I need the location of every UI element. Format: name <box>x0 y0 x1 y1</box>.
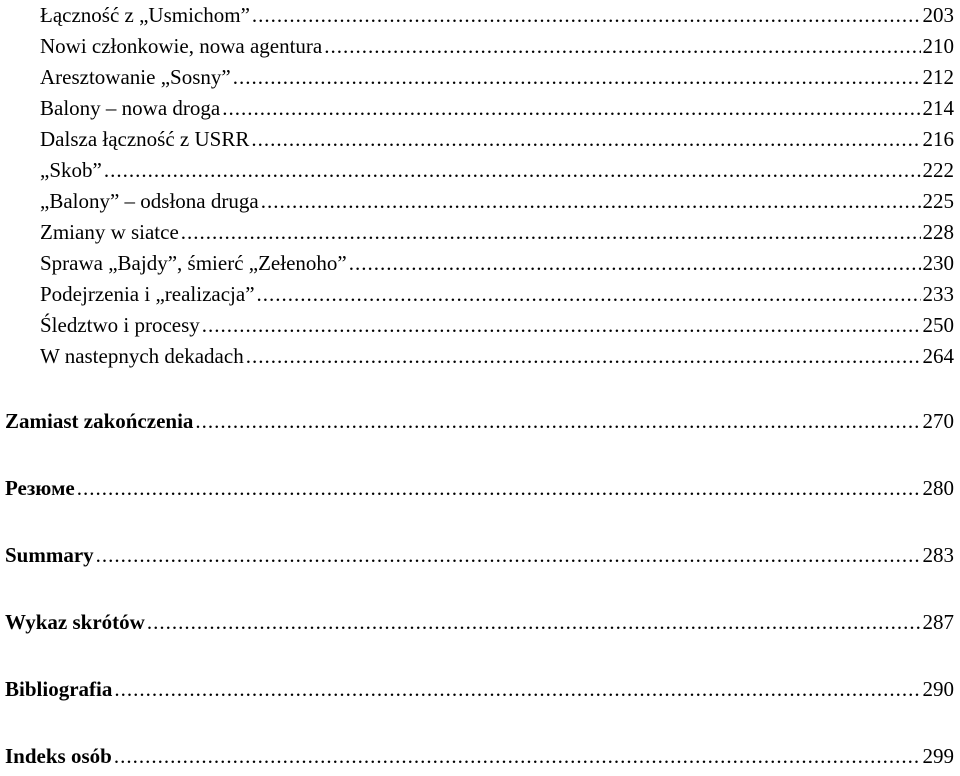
toc-entry-page: 212 <box>922 65 954 89</box>
dot-leader <box>233 62 921 92</box>
toc-entry-title: Łączność z „Usmichom” <box>40 3 250 27</box>
toc-entry-title: Bibliografia <box>5 677 113 701</box>
toc-entry-page: 283 <box>922 543 954 567</box>
toc-entry <box>40 0 954 30</box>
dot-leader <box>181 217 921 247</box>
toc-entry-title: „Skob” <box>40 158 102 182</box>
dot-leader <box>96 540 921 570</box>
toc-entry-title: Zmiany w siatce <box>40 220 179 244</box>
toc-entry-title: Aresztowanie „Sosny” <box>40 65 231 89</box>
toc-entry <box>40 248 954 278</box>
dot-leader <box>114 674 920 704</box>
toc-entry-page: 230 <box>922 251 954 275</box>
toc-entry-page: 203 <box>922 3 954 27</box>
dot-leader <box>257 279 921 309</box>
dot-leader <box>222 93 920 123</box>
toc-entry-page: 214 <box>922 96 954 120</box>
dot-leader <box>147 607 921 637</box>
toc-entry-page: 287 <box>922 610 954 634</box>
toc-entry <box>40 155 954 185</box>
toc-main-entry <box>5 607 954 637</box>
toc-entry <box>40 186 954 216</box>
toc-main-entry <box>5 540 954 570</box>
toc-entry-title: Резюме <box>5 476 75 500</box>
dot-leader <box>104 155 921 185</box>
toc-entry <box>40 341 954 371</box>
toc-entry <box>40 217 954 247</box>
toc-entry-page: 270 <box>922 409 954 433</box>
toc-entry-page: 264 <box>922 344 954 368</box>
toc-entry-page: 216 <box>922 127 954 151</box>
toc-entry <box>40 93 954 123</box>
dot-leader <box>261 186 921 216</box>
toc-entry-title: Nowi członkowie, nowa agentura <box>40 34 323 58</box>
toc-entry-page: 225 <box>922 189 954 213</box>
dot-leader <box>324 31 920 61</box>
toc-main-entry <box>5 674 954 704</box>
toc-entry-title: Dalsza łączność z USRR <box>40 127 250 151</box>
toc-entry-title: Śledztwo i procesy <box>40 313 200 337</box>
toc-main-entry <box>5 741 954 771</box>
toc-entry <box>40 31 954 61</box>
toc-entry-page: 233 <box>922 282 954 306</box>
toc-entry-title: W nastepnych dekadach <box>40 344 244 368</box>
toc-entry <box>40 62 954 92</box>
dot-leader <box>252 0 921 30</box>
toc-entry-title: Summary <box>5 543 94 567</box>
toc-entry-title: Indeks osób <box>5 744 112 768</box>
toc-entry <box>40 279 954 309</box>
dot-leader <box>246 341 921 371</box>
dot-leader <box>195 406 920 436</box>
toc-entry <box>40 124 954 154</box>
toc-entry-page: 228 <box>922 220 954 244</box>
toc-main-entry <box>5 473 954 503</box>
toc-entry-title: Sprawa „Bajdy”, śmierć „Zełenoho” <box>40 251 347 275</box>
toc-entry-title: Podejrzenia i „realizacja” <box>40 282 255 306</box>
toc-entry-page: 250 <box>922 313 954 337</box>
toc-entry-title: „Balony” – odsłona druga <box>40 189 259 213</box>
dot-leader <box>114 741 921 771</box>
dot-leader <box>202 310 921 340</box>
toc-entry-page: 280 <box>922 476 954 500</box>
toc-entry-page: 222 <box>922 158 954 182</box>
dot-leader <box>251 124 920 154</box>
toc-entry-title: Zamiast zakończenia <box>5 409 194 433</box>
dot-leader <box>77 473 921 503</box>
toc-entry-title: Wykaz skrótów <box>5 610 145 634</box>
toc-entry <box>40 310 954 340</box>
dot-leader <box>349 248 921 278</box>
toc-entry-page: 290 <box>922 677 954 701</box>
toc-entry-title: Balony – nowa droga <box>40 96 221 120</box>
toc-entry-page: 299 <box>922 744 954 768</box>
toc-main-entry <box>5 406 954 436</box>
toc-entry-page: 210 <box>922 34 954 58</box>
